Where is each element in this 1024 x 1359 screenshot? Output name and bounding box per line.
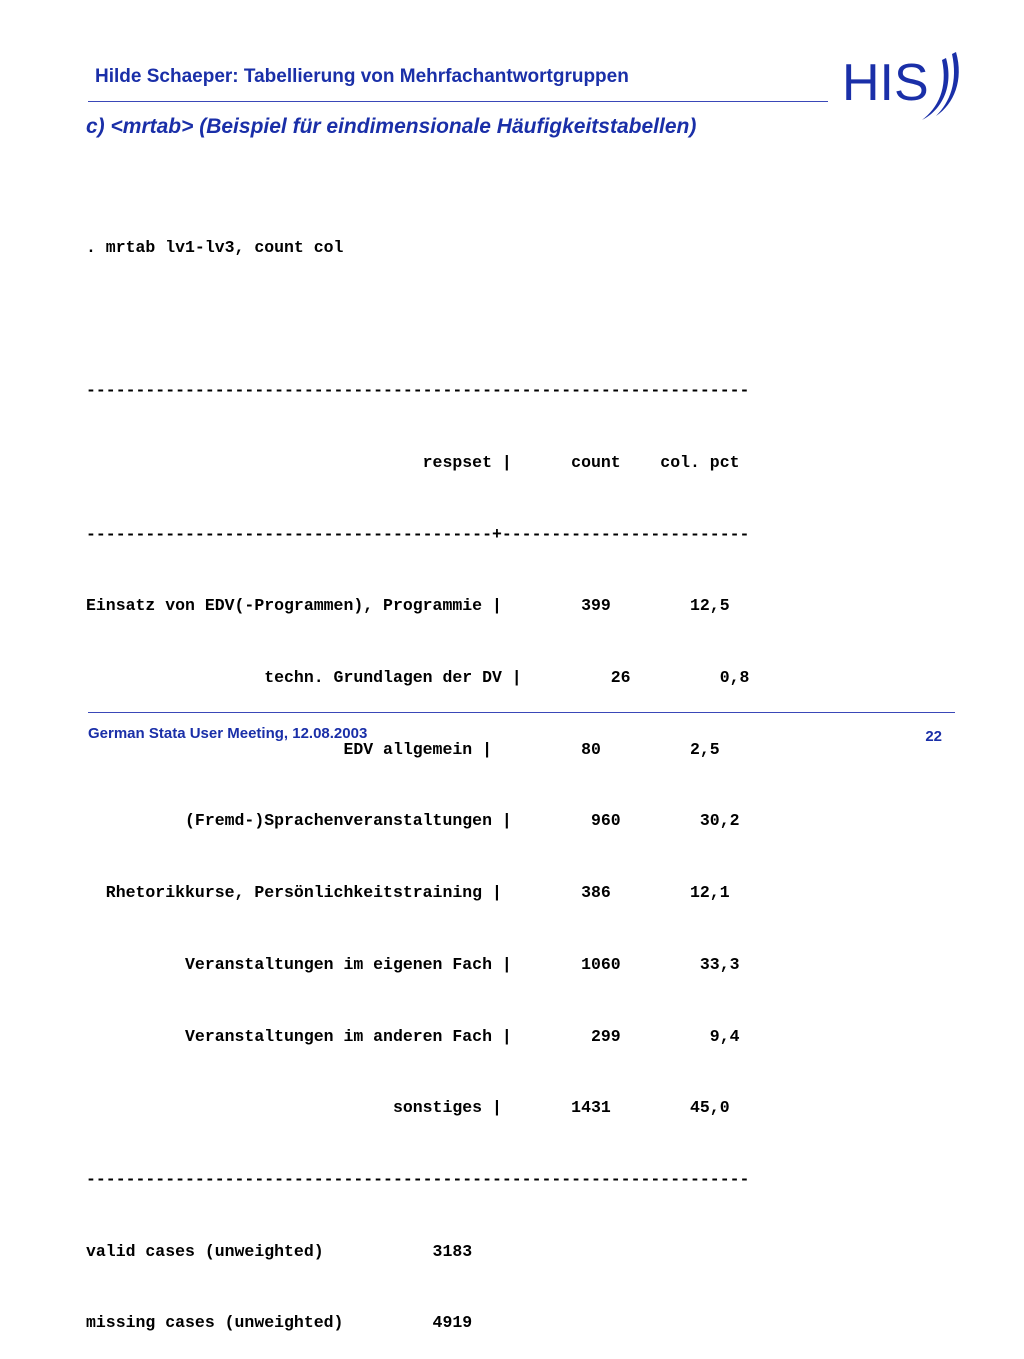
- table-row: Veranstaltungen im anderen Fach | 299 9,4: [86, 1026, 740, 1046]
- table-header: respset | count col. pct: [86, 452, 740, 472]
- table-row: EDV allgemein | 80 2,5: [86, 739, 720, 759]
- table-rule-mid: -----------------------------------------+-------------------------: [86, 524, 750, 544]
- his-logo: [838, 46, 978, 126]
- his-logo-text: HIS: [842, 54, 929, 112]
- footer-text: German Stata User Meeting, 12.08.2003: [88, 725, 368, 742]
- table-row: Einsatz von EDV(-Programmen), Programmie | 399 12,5: [86, 596, 730, 616]
- summary-valid-cases: valid cases (unweighted) 3183: [86, 1241, 473, 1261]
- table-rule-top: -------------------------------------------------------------------: [86, 381, 750, 401]
- header-rule: [88, 101, 828, 102]
- blank-line: [86, 308, 749, 332]
- stata-command: . mrtab lv1-lv3, count col: [86, 237, 344, 257]
- table-row: techn. Grundlagen der DV | 26 0,8: [86, 668, 750, 688]
- table-row: (Fremd-)Sprachenveranstaltungen | 960 30,2: [86, 811, 740, 831]
- header-title: Hilde Schaeper: Tabellierung von Mehrfachantwortgruppen: [95, 66, 629, 87]
- slide-subtitle: c) <mrtab> (Beispiel für eindimensionale Häufigkeitstabellen): [86, 115, 697, 138]
- stata-output: [86, 188, 749, 1359]
- table-row: Rhetorikkurse, Persönlichkeitstraining | 386 12,1: [86, 883, 730, 903]
- footer-rule: [88, 712, 955, 713]
- summary-missing-cases: missing cases (unweighted) 4919: [86, 1313, 473, 1333]
- table-row: Veranstaltungen im eigenen Fach | 1060 33,3: [86, 954, 740, 974]
- table-rule-bottom: -------------------------------------------------------------------: [86, 1169, 750, 1189]
- page-number: 22: [925, 728, 942, 745]
- table-row: sonstiges | 1431 45,0: [86, 1098, 730, 1118]
